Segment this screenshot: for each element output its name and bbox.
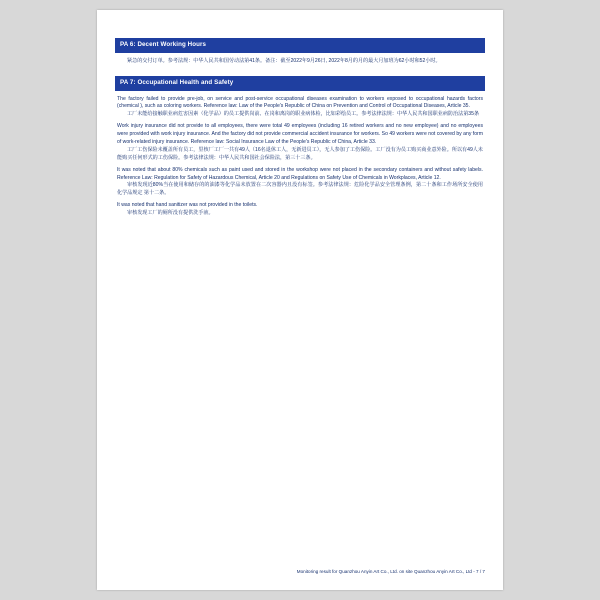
- section-heading-pa6: PA 6: Decent Working Hours: [115, 38, 485, 53]
- paragraph: 审核发现工厂的厕所没有提供洗手液。: [127, 210, 214, 217]
- paragraph: 工厂工伤保险未覆盖所有员工，里核厂工厂一共有49人（16名退休工人，无新进员工），无人参加了工伤保险。工厂没有为员工购买商业意外险。所以有49人未能购买任何形式的工伤保险。参考法律法规：中华人民共和国社会保险法，第三十三条。: [117, 146, 483, 161]
- paragraph: 紧急的交付订单。参考法规：中华人民共和国劳动法第41条。备注：截至2022年9月26日, 2022年8月的月的最大月加班为62小时和52小时。: [127, 57, 441, 64]
- section-pa6: [115, 38, 485, 66]
- paragraph: 审核发现近80%当在使用和储存的的油漆等化学品未放置在二次容器内且没有标签。参考法律法规：危险化学品安全管理条例，第二十条和工作场所安全使用化学品规定 第十二条。: [117, 182, 483, 197]
- paragraph: The factory failed to provide pre-job, on service and post-service occupational diseases examination to workers exposed to occupational hazards factors (chemical ), such as coloring workers. Reference law: Law of the People's Republic of China on Prevention and Control of Occupational Diseases, Article 35.: [117, 95, 483, 110]
- document-page: [97, 10, 503, 590]
- page-footer: Monitoring result for Quanzhou Anyin Art Co., Ltd. on site Quanzhou Anyin Art Co., Ltd - 7 / 7: [296, 569, 485, 574]
- paragraph: It was noted that hand sanitizer was not provided in the toilets.: [117, 202, 258, 209]
- section-body-pa6: [115, 53, 485, 66]
- section-heading-pa7: PA 7: Occupational Health and Safety: [115, 76, 485, 91]
- section-spacer: [115, 66, 485, 76]
- paragraph: Work injury insurance did not provide to all employees, there were total 49 employees (including 16 retired workers and no new employee) and no employees were provided with work injury insurance. And the factory did not provide commercial accident insurance for workers. So 49 workers were not covered by any form of work-related injury insurance. Reference law: Social Insurance Law of the People's Republic of China, Article 33.: [117, 123, 483, 145]
- paragraph: It was noted that about 80% chemicals such as paint used and stored in the workshop were not placed in the secondary containers and without safety labels. Reference Law: Regulation for Safety of Hazardous Chemical, Article 20 and Regulations on Safety Use of Chemicals in Workplaces, Article 12.: [117, 166, 483, 181]
- section-pa7: [115, 76, 485, 218]
- section-body-pa7: [115, 91, 485, 218]
- paragraph: 工厂未能给接触职业病危害因素（化学品）的员工提供岗前、在岗和离岗的职业病体检，比如彩绘员工。参考法律法规：中华人民共和国职业病防治法第35条: [127, 111, 480, 118]
